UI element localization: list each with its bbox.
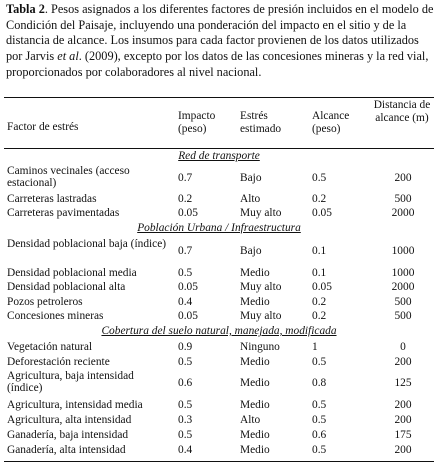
cell-factor: Densidad poblacional baja (índice) — [7, 238, 167, 250]
section-title-urban: Población Urbana / Infraestructura — [137, 222, 301, 234]
cell-reach: 0.5 — [312, 399, 327, 411]
cell-reach: 0.2 — [312, 310, 327, 322]
cell-factor: Densidad poblacional alta — [7, 281, 126, 293]
cell-reach: 0.2 — [312, 193, 327, 205]
cell-distance: 200 — [394, 172, 412, 184]
cell-impact: 0.4 — [178, 296, 193, 308]
cell-stress: Bajo — [240, 172, 262, 184]
cell-factor: Agricultura, baja intensidad (índice) — [7, 370, 134, 395]
cell-impact: 0.9 — [178, 341, 193, 353]
section-title-land-cover: Cobertura del suelo natural, manejada, modificada — [101, 325, 337, 337]
cell-distance: 500 — [394, 296, 412, 308]
cell-distance: 500 — [394, 193, 412, 205]
cell-distance: 175 — [394, 429, 412, 441]
caption-text-2: . (2009), excepto por los datos de las concesiones mineras y la red vial, proporcionados por colaboradores al nivel nacional. — [6, 49, 429, 79]
cell-stress: Medio — [240, 429, 270, 441]
cell-factor: Concesiones mineras — [7, 310, 104, 322]
cell-factor: Densidad poblacional media — [7, 267, 137, 279]
cell-factor: Caminos vecinales (acceso estacional) — [7, 165, 130, 190]
cell-reach: 0.1 — [312, 267, 327, 279]
cell-stress: Muy alto — [240, 281, 282, 293]
cell-impact: 0.5 — [178, 356, 193, 368]
cell-impact: 0.05 — [178, 310, 198, 322]
cell-reach: 0.5 — [312, 356, 327, 368]
cell-reach: 0.05 — [312, 281, 332, 293]
header-stress: Estrés estimado — [240, 110, 282, 135]
cell-distance: 200 — [394, 444, 412, 456]
cell-stress: Alto — [240, 193, 261, 205]
cell-stress: Medio — [240, 296, 270, 308]
cell-reach: 0.5 — [312, 172, 327, 184]
table-header-rule — [4, 148, 434, 149]
cell-stress: Ninguno — [240, 341, 280, 353]
cell-reach: 0.5 — [312, 444, 327, 456]
cell-impact: 0.2 — [178, 193, 193, 205]
cell-stress: Alto — [240, 414, 261, 426]
cell-stress: Bajo — [240, 245, 262, 257]
cell-factor: Ganadería, baja intensidad — [7, 429, 129, 441]
cell-reach: 1 — [312, 341, 318, 353]
cell-factor: Carreteras lastradas — [7, 193, 97, 205]
cell-reach: 0.1 — [312, 245, 327, 257]
cell-factor: Agricultura, alta intensidad — [7, 414, 132, 426]
section-title-transport: Red de transporte — [178, 150, 260, 162]
cell-distance: 125 — [394, 377, 412, 389]
cell-distance: 0 — [400, 341, 406, 353]
cell-factor: Ganadería, alta intensidad — [7, 444, 126, 456]
cell-stress: Medio — [240, 377, 270, 389]
cell-factor: Vegetación natural — [7, 341, 93, 353]
header-impact: Impacto (peso) — [178, 110, 216, 135]
cell-distance: 200 — [394, 399, 412, 411]
caption-text-1: . Pesos asignados a los diferentes factores de presión incluidos en el modelo de Condición del Paisaje, incluyendo una ponderación del impacto en el sitio y de la distancia de alcance. Los insumos para cada factor provienen de los datos utilizados por Jarvis — [6, 2, 434, 64]
cell-reach: 0.8 — [312, 377, 327, 389]
caption-et-al: et al — [57, 49, 79, 64]
cell-factor: Pozos petroleros — [7, 296, 83, 308]
caption-label: Tabla 2 — [6, 2, 45, 16]
cell-factor: Deforestación reciente — [7, 356, 110, 368]
cell-distance: 500 — [394, 310, 412, 322]
cell-stress: Medio — [240, 399, 270, 411]
cell-impact: 0.4 — [178, 444, 193, 456]
cell-stress: Muy alto — [240, 207, 282, 219]
cell-distance: 2000 — [391, 281, 415, 293]
cell-reach: 0.2 — [312, 296, 327, 308]
cell-distance: 200 — [394, 356, 412, 368]
cell-distance: 1000 — [391, 245, 415, 257]
table-bottom-rule — [4, 461, 434, 462]
cell-factor: Agricultura, intensidad media — [7, 399, 143, 411]
cell-impact: 0.5 — [178, 429, 193, 441]
cell-distance: 1000 — [391, 267, 415, 279]
cell-distance: 200 — [394, 414, 412, 426]
cell-impact: 0.3 — [178, 414, 193, 426]
cell-impact: 0.7 — [178, 245, 193, 257]
cell-factor: Carreteras pavimentadas — [7, 207, 120, 219]
cell-impact: 0.5 — [178, 399, 193, 411]
cell-impact: 0.05 — [178, 207, 198, 219]
table-caption — [6, 2, 434, 81]
cell-impact: 0.05 — [178, 281, 198, 293]
cell-stress: Medio — [240, 356, 270, 368]
cell-distance: 2000 — [391, 207, 415, 219]
cell-impact: 0.6 — [178, 377, 193, 389]
cell-impact: 0.7 — [178, 172, 193, 184]
header-distance: Distancia de alcance (m) — [373, 99, 431, 124]
cell-reach: 0.6 — [312, 429, 327, 441]
cell-stress: Medio — [240, 267, 270, 279]
cell-reach: 0.5 — [312, 414, 327, 426]
header-reach: Alcance (peso) — [312, 110, 350, 135]
cell-impact: 0.5 — [178, 267, 193, 279]
cell-reach: 0.05 — [312, 207, 332, 219]
cell-stress: Medio — [240, 444, 270, 456]
table-top-rule — [4, 97, 434, 98]
cell-stress: Muy alto — [240, 310, 282, 322]
header-factor: Factor de estrés — [7, 121, 79, 133]
